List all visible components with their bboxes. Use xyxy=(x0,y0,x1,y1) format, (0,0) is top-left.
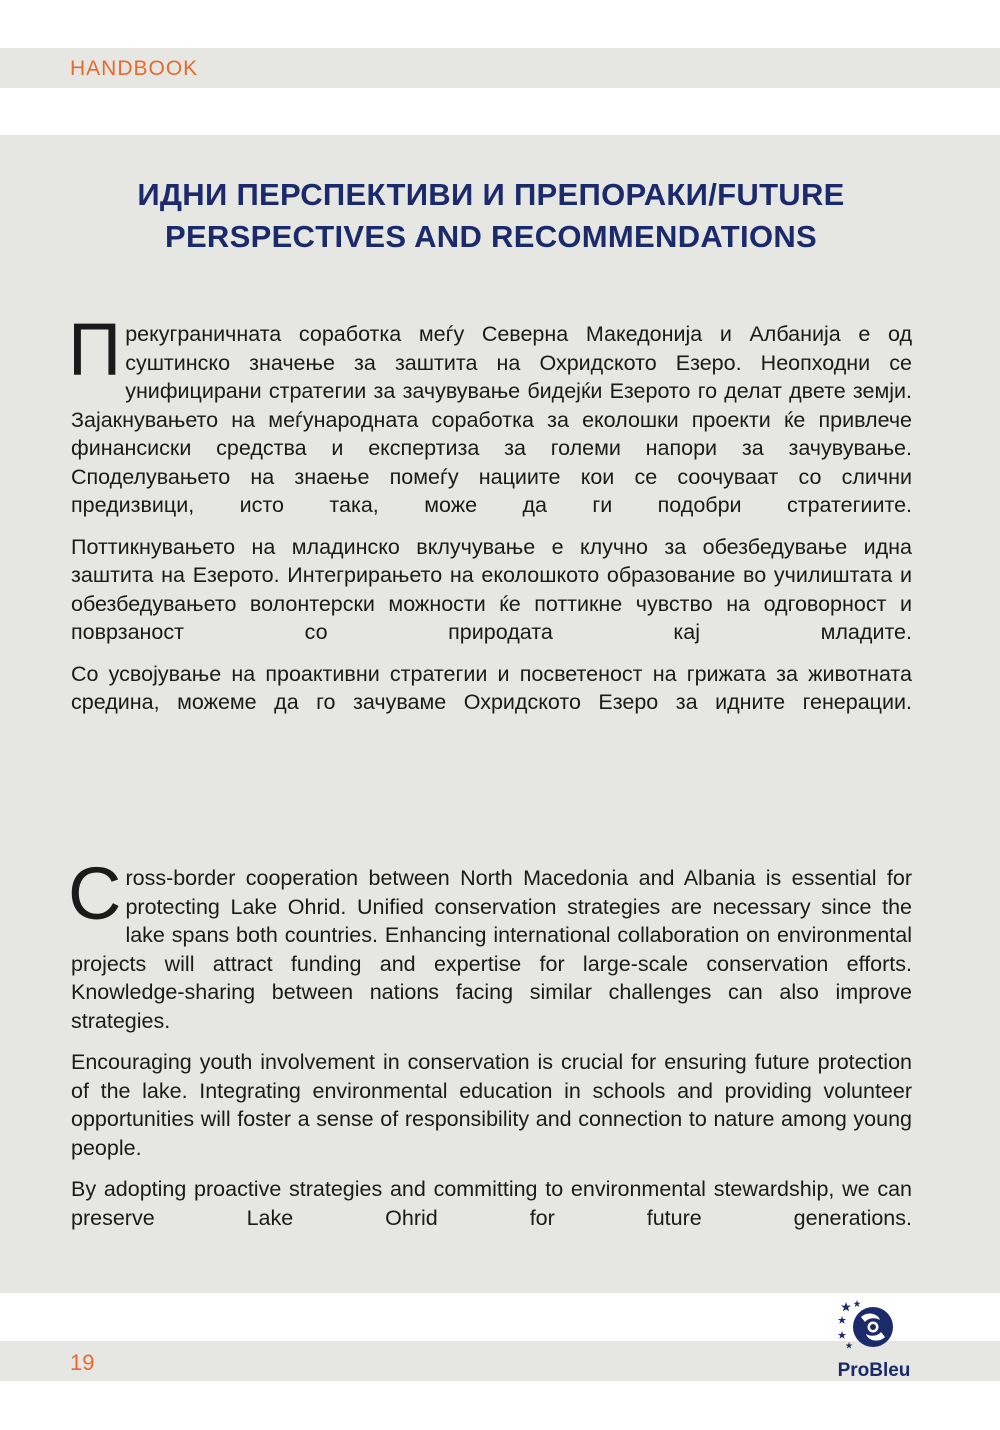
paragraph-en-2: Encouraging youth involvement in conservation is crucial for ensuring future protection of the lake. Integrating environmental education in schools and providing volunteer opportunities will foster a sense of responsibility and connection to nature among young people. xyxy=(71,1050,912,1160)
paragraph-mk-1 xyxy=(68,308,912,520)
paragraph-en-3: By adopting proactive strategies and committing to environmental stewardship, we can preserve Lake Ohrid for future generations. xyxy=(71,1177,912,1230)
drop-cap: C xyxy=(68,852,122,935)
paragraph-en-1 xyxy=(68,852,912,1035)
header-label: HANDBOOK xyxy=(70,57,199,80)
paragraph-mk-2: Поттикнувањето на младинско вклучување е клучно за обезбедување идна заштита на Езерото. Интегрирањето на еколошкото образование во училиштата и обезбедувањето волонтерски можности ќе поттикне чувство на одговорност и поврзаност со природата кај младите. xyxy=(71,534,912,644)
macedonian-section xyxy=(68,308,912,730)
paragraph-text: ross-border cooperation between North Macedonia and Albania is essential for protecting Lake Ohrid. Unified conservation strategies are necessary since the lake spans both countries. Enhancing international collaboration on environmental projects will attract funding and expertise for large-scale conservation efforts. Knowledge-sharing between nations facing similar challenges can also improve strategies. xyxy=(71,866,912,1033)
paragraph-text: рекуграничната соработка меѓу Северна Македонија и Албанија е од суштинско значење за заштита на Охридското Езеро. Неопходни се унифицирани стратегии за зачувување бидејќи Езерото го делат двете земји. Зајакнувањето на меѓународната соработка за еколошки проекти ќе привлече финансиски средства и експертиза за големи напори за зачувување. Споделувањето на знаење помеѓу нациите кои се соочуваат со слични предизвици, исто така, може да ги подобри стратегиите. xyxy=(71,322,912,517)
paragraph-mk-3: Со усвојување на проактивни стратегии и посветеност на грижата за животната средина, можеме да го зачуваме Охридското Езеро за идните генерации. xyxy=(71,661,912,714)
drop-cap: П xyxy=(68,308,122,391)
page-title: ИДНИ ПЕРСПЕКТИВИ И ПРЕПОРАКИ/FUTURE PERSPECTIVES AND RECOMMENDATIONS xyxy=(137,177,845,254)
page-number: 19 xyxy=(70,1350,95,1375)
english-section xyxy=(68,852,912,1245)
probleu-emblem-icon xyxy=(836,1300,898,1360)
probleu-logo xyxy=(820,1300,920,1386)
logo-text: ProBleu xyxy=(837,1360,911,1381)
